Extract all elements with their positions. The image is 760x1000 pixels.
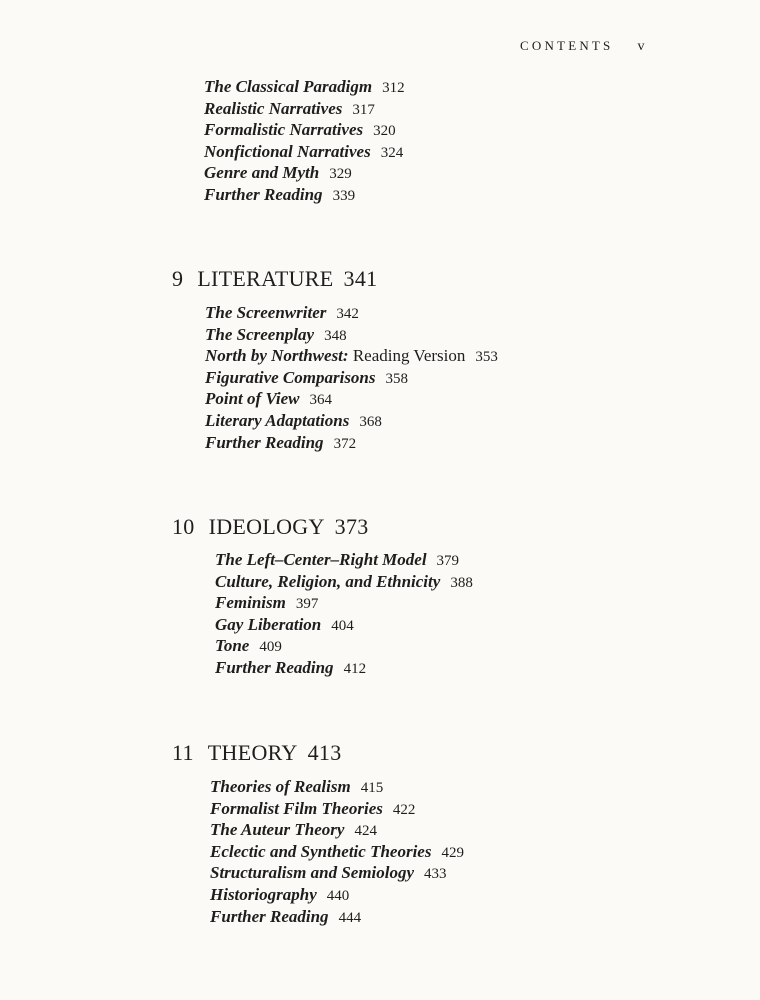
entry-title: Figurative Comparisons bbox=[205, 367, 376, 387]
page-number: v bbox=[637, 39, 646, 54]
entry-page: 353 bbox=[475, 349, 498, 366]
toc-entry[interactable] bbox=[210, 776, 383, 800]
entry-title-roman: Reading Version bbox=[352, 346, 466, 366]
entry-page: 409 bbox=[259, 639, 282, 656]
chapter-title: IDEOLOGY bbox=[208, 514, 325, 539]
running-head-label: CONTENTS bbox=[520, 38, 614, 53]
toc-entry[interactable] bbox=[210, 884, 349, 908]
entry-page: 444 bbox=[338, 909, 362, 926]
toc-entry[interactable] bbox=[204, 119, 396, 143]
toc-entry[interactable] bbox=[205, 302, 359, 326]
chapter-number: 11 bbox=[172, 740, 194, 765]
entry-page: 429 bbox=[441, 844, 464, 861]
entry-title: Further Reading bbox=[210, 906, 329, 926]
entry-page: 422 bbox=[392, 801, 416, 818]
chapter-title: THEORY bbox=[207, 740, 298, 765]
toc-entry[interactable] bbox=[215, 614, 354, 638]
entry-page: 320 bbox=[373, 123, 396, 140]
entry-title: Formalist Film Theories bbox=[210, 798, 383, 818]
entry-title: Point of View bbox=[205, 389, 300, 409]
chapter-page: 373 bbox=[334, 514, 369, 539]
entry-title: Genre and Myth bbox=[204, 163, 320, 183]
chapter-heading[interactable] bbox=[172, 266, 377, 292]
entry-title: Further Reading bbox=[205, 432, 324, 452]
entry-title: Gay Liberation bbox=[215, 614, 322, 634]
entry-title: Structuralism and Semiology bbox=[210, 863, 415, 883]
entry-title: Literary Adaptations bbox=[205, 411, 350, 430]
entry-title: Further Reading bbox=[204, 185, 323, 204]
entry-page: 364 bbox=[309, 392, 332, 409]
chapter-title: LITERATURE bbox=[197, 266, 334, 291]
toc-entry[interactable] bbox=[210, 819, 377, 843]
chapter-heading[interactable] bbox=[172, 740, 342, 766]
toc-entry[interactable] bbox=[205, 432, 356, 456]
toc-entry[interactable] bbox=[215, 571, 473, 595]
entry-title: Historiography bbox=[210, 885, 317, 904]
toc-entry[interactable] bbox=[215, 549, 459, 573]
entry-title: Eclectic and Synthetic Theories bbox=[210, 841, 432, 861]
entry-page: 317 bbox=[352, 101, 375, 118]
toc-entry[interactable] bbox=[205, 345, 498, 369]
toc-entry[interactable] bbox=[215, 657, 366, 681]
entry-title: The Classical Paradigm bbox=[204, 77, 373, 96]
entry-page: 329 bbox=[329, 166, 352, 183]
entry-title: Nonfictional Narratives bbox=[204, 141, 371, 161]
chapter-page: 413 bbox=[307, 740, 342, 765]
entry-title: North by Northwest: bbox=[205, 346, 349, 366]
entry-page: 368 bbox=[359, 414, 382, 430]
chapter-page: 341 bbox=[343, 266, 378, 291]
toc-entry[interactable] bbox=[205, 410, 382, 434]
toc-entry[interactable] bbox=[215, 635, 282, 659]
entry-page: 312 bbox=[382, 80, 405, 96]
entry-title: Theories of Realism bbox=[210, 777, 351, 796]
toc-entry[interactable] bbox=[210, 841, 464, 865]
entry-title: Tone bbox=[215, 636, 250, 656]
entry-page: 404 bbox=[331, 617, 354, 634]
chapter-number: 9 bbox=[172, 266, 184, 291]
entry-page: 440 bbox=[326, 888, 350, 904]
toc-entry[interactable] bbox=[204, 162, 352, 186]
entry-title: The Auteur Theory bbox=[210, 820, 345, 840]
entry-title: Realistic Narratives bbox=[204, 98, 343, 118]
entry-page: 412 bbox=[343, 661, 367, 677]
entry-page: 379 bbox=[436, 553, 460, 569]
chapter-heading[interactable] bbox=[172, 514, 369, 540]
entry-title: Culture, Religion, and Ethnicity bbox=[215, 571, 441, 591]
toc-entry[interactable] bbox=[205, 367, 408, 391]
toc-entry[interactable] bbox=[210, 862, 447, 886]
toc-entry[interactable] bbox=[210, 906, 361, 930]
entry-title: The Screenplay bbox=[205, 324, 315, 344]
entry-page: 433 bbox=[424, 866, 447, 883]
entry-page: 372 bbox=[333, 435, 357, 452]
toc-entry[interactable] bbox=[205, 388, 332, 412]
entry-page: 358 bbox=[385, 370, 409, 387]
entry-page: 388 bbox=[450, 574, 473, 591]
entry-page: 348 bbox=[324, 327, 347, 344]
toc-entry[interactable] bbox=[215, 592, 318, 616]
entry-title: The Screenwriter bbox=[205, 303, 327, 322]
chapter-number: 10 bbox=[172, 514, 195, 539]
entry-title: Formalistic Narratives bbox=[204, 120, 364, 140]
entry-title: The Left–Center–Right Model bbox=[215, 550, 427, 569]
entry-page: 424 bbox=[354, 823, 377, 840]
toc-entry[interactable] bbox=[210, 798, 415, 822]
toc-entry[interactable] bbox=[204, 141, 403, 165]
toc-entry[interactable] bbox=[205, 324, 347, 348]
entry-page: 415 bbox=[360, 780, 384, 796]
toc-entry[interactable] bbox=[204, 98, 375, 122]
entry-page: 324 bbox=[380, 144, 404, 161]
entry-page: 397 bbox=[295, 596, 319, 613]
toc-entry[interactable] bbox=[204, 76, 405, 100]
entry-page: 342 bbox=[336, 306, 359, 322]
running-head bbox=[520, 38, 646, 55]
entry-title: Further Reading bbox=[215, 658, 334, 677]
entry-title: Feminism bbox=[215, 593, 286, 613]
entry-page: 339 bbox=[332, 188, 356, 204]
toc-entry[interactable] bbox=[204, 184, 355, 208]
